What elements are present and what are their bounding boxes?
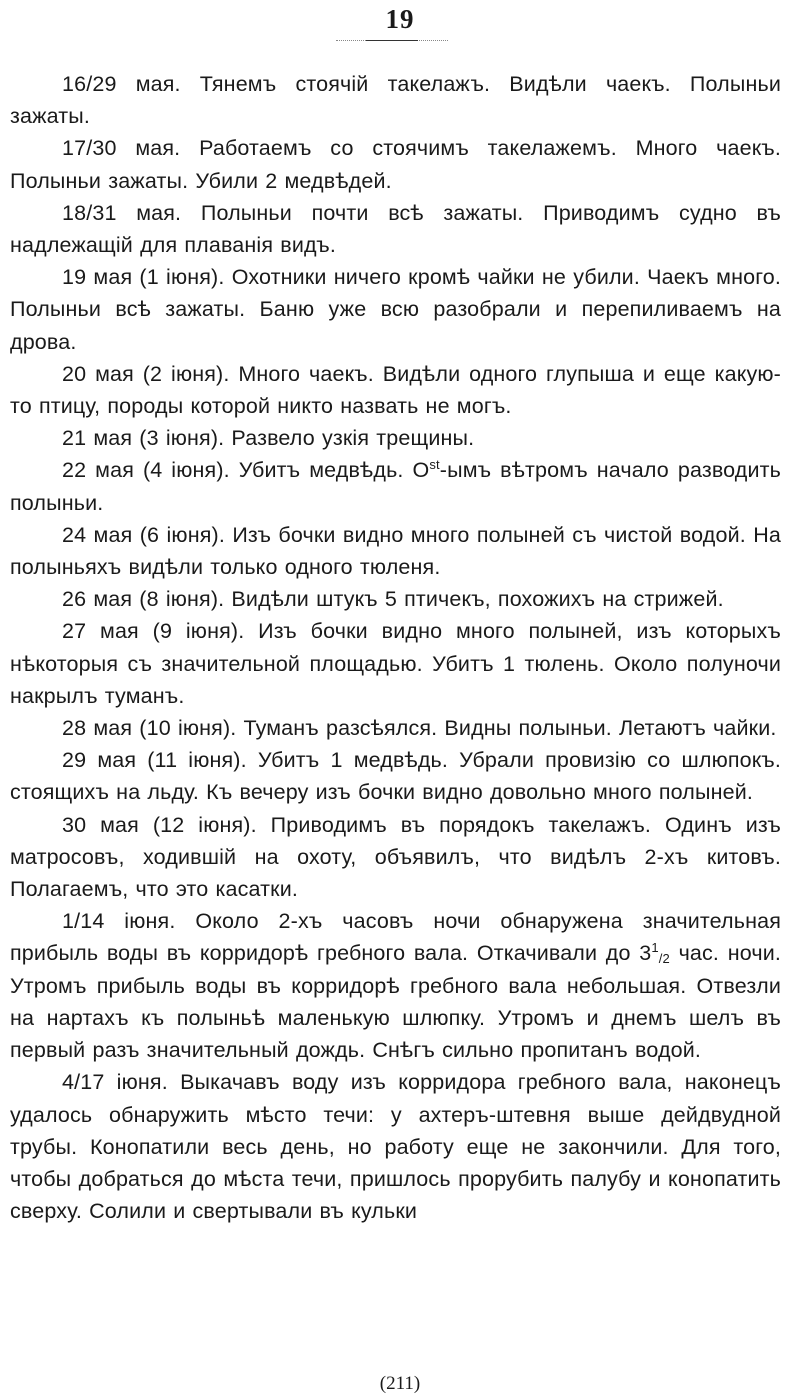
diary-entry xyxy=(10,519,781,583)
diary-entry xyxy=(10,583,781,615)
entry-date: 4/17 іюня. xyxy=(62,1070,168,1095)
entry-date: 18/31 мая. xyxy=(62,200,182,225)
entry-date: 19 мая (1 іюня). xyxy=(62,265,225,290)
entry-text: Приводимъ въ порядокъ такелажъ. Одинъ изъ матросовъ, ходившій на охоту, объявилъ, что видѣлъ 2-хъ китовъ. Полагаемъ, что это касатки. xyxy=(10,812,782,902)
entry-text: Около 2-хъ часовъ ночи обнаружена значительная прибыль воды въ корридорѣ гребного вала. Откачивали до 3 xyxy=(10,909,782,966)
diary-entry xyxy=(10,454,781,518)
entry-date: 21 мая (3 іюня). xyxy=(62,426,225,451)
diary-entry xyxy=(10,132,781,196)
footer-page-number: (211) xyxy=(379,1373,421,1394)
entry-text: Тянемъ стоячій такелажъ. Видѣли чаекъ. Полыньи зажаты. xyxy=(10,72,781,129)
diary-entry xyxy=(10,422,781,454)
diary-entry xyxy=(10,712,781,744)
entry-text: Развело узкія трещины. xyxy=(231,426,475,451)
entry-date: 20 мая (2 іюня). xyxy=(62,361,230,386)
entry-text: Изъ бочки видно много полыней съ чистой водой. На полыньяхъ видѣли только одного тюленя. xyxy=(10,522,781,580)
entry-text: Охотники ничего кромѣ чайки не убили. Чаекъ много. Полыньи всѣ зажаты. Баню уже всю разобрали и перепиливаемъ на дрова. xyxy=(10,265,781,354)
entry-text: -ымъ вѣтромъ начало разводить полыньи. xyxy=(10,458,781,515)
diary-text xyxy=(10,68,781,1227)
entry-text: Убитъ 1 медвѣдь. Убрали провизію со шлюпокъ. стоящихъ на льду. Къ вечеру изъ бочки видно довольно много полыней. xyxy=(10,748,782,805)
entry-date: 28 мая (10 іюня). xyxy=(62,716,237,741)
entry-date: 30 мая (12 іюня). xyxy=(62,812,257,837)
entry-text: Убитъ медвѣдь. O xyxy=(238,458,430,483)
entry-text: Выкачавъ воду изъ корридора гребного вала, наконецъ удалось обнаружить мѣсто течи: у ахтеръ-штевня выше дейдвудной трубы. Конопатили весь день, но работу еще не закончили. Для того, чтобы добраться до мѣста течи, пришлось прорубить палубу и конопатить сверху. Солили и свертывали въ кульки xyxy=(10,1070,782,1224)
diary-entry xyxy=(10,905,781,1066)
entry-date: 27 мая (9 іюня). xyxy=(62,619,245,644)
entry-text: Много чаекъ. Видѣли одного глупыша и еще какую-то птицу, породы которой никто назвать не могъ. xyxy=(10,361,781,419)
diary-entry xyxy=(10,261,781,358)
entry-date: 22 мая (4 іюня). xyxy=(62,458,230,483)
diary-entry xyxy=(10,358,781,422)
entry-text: Работаемъ со стоячимъ такелажемъ. Много чаекъ. Полыньи зажаты. Убили 2 медвѣдей. xyxy=(10,136,781,193)
diary-entry xyxy=(10,197,781,261)
diary-entry xyxy=(10,615,781,712)
entry-text: Туманъ разсѣялся. Видны полыньи. Летаютъ чайки. xyxy=(243,716,777,741)
diary-entry xyxy=(10,809,781,906)
entry-text: Изъ бочки видно много полыней, изъ которыхъ нѣкоторыя съ значительной площадью. Убитъ 1 тюлень. Около полуночи накрылъ туманъ. xyxy=(10,619,782,708)
entry-text: Полыньи почти всѣ зажаты. Приводимъ судно въ надлежащій для плаванія видъ. xyxy=(10,200,782,258)
page-number: 19 xyxy=(385,4,415,34)
entry-date: 1/14 іюня. xyxy=(62,909,176,934)
wind-direction-superscript: st xyxy=(429,457,440,473)
diary-entry xyxy=(10,1066,781,1227)
entry-date: 17/30 мая. xyxy=(62,136,181,161)
entry-date: 26 мая (8 іюня). xyxy=(62,587,225,612)
entry-date: 24 мая (6 іюня). xyxy=(62,522,225,547)
diary-entry xyxy=(10,744,781,808)
entry-text: час. ночи. Утромъ прибыль воды въ корридорѣ гребного вала небольшая. Отвезли на нартахъ къ полыньѣ маленькую шлюпку. Утромъ и днемъ шелъ въ первый разъ значительный дождь. Снѣгъ сильно пропитанъ водой. xyxy=(10,941,781,1063)
entry-text: Видѣли штукъ 5 птичекъ, похожихъ на стрижей. xyxy=(231,587,724,612)
entry-date: 29 мая (11 іюня). xyxy=(62,748,247,773)
header-divider-solid xyxy=(366,40,418,41)
fraction-denominator: /2 xyxy=(658,951,670,967)
fraction-numerator: 1 xyxy=(651,940,659,956)
entry-date: 16/29 мая. xyxy=(62,72,181,96)
diary-entry xyxy=(10,68,781,132)
